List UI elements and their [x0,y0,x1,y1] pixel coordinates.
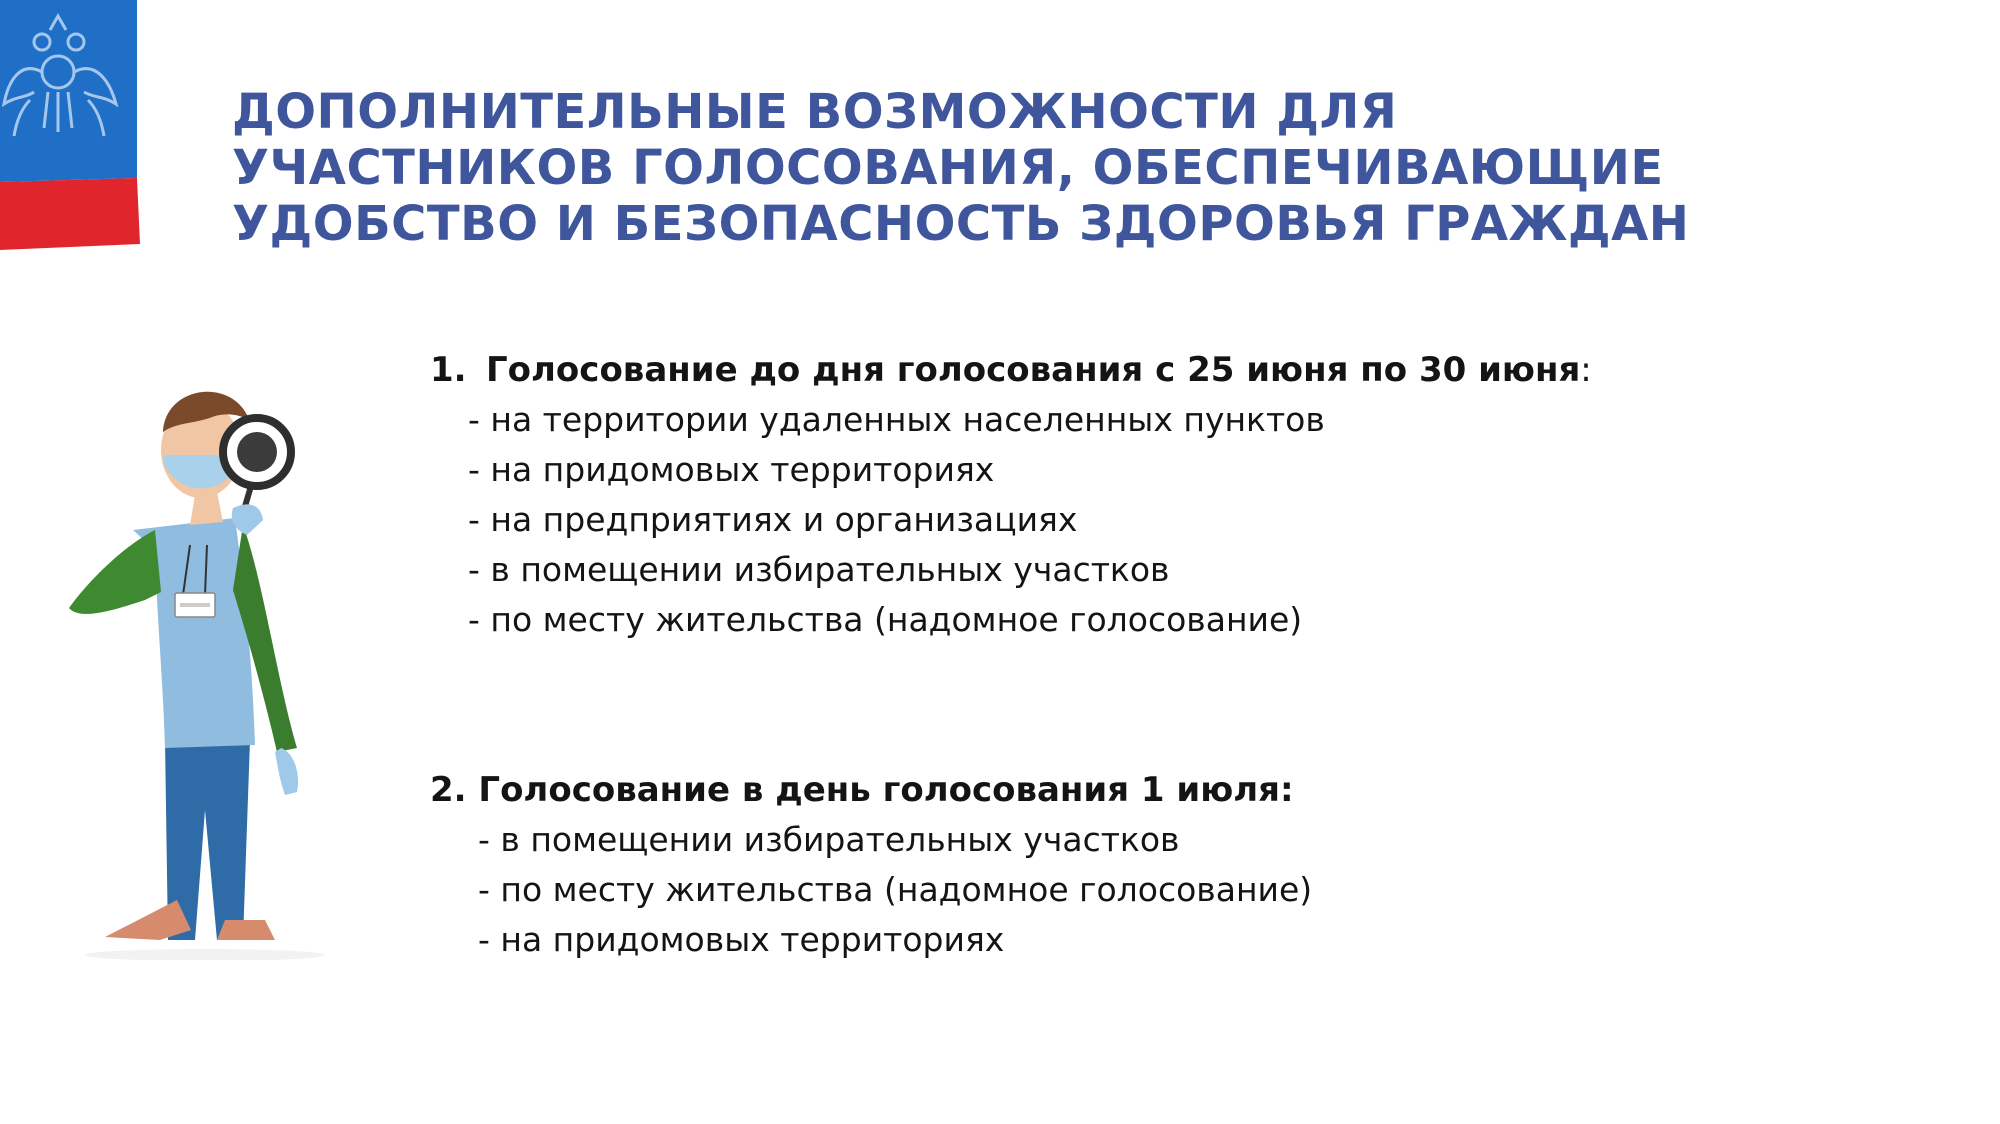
list-item: - по месту жительства (надомное голосование) [468,600,1303,639]
title-line: ДОПОЛНИТЕЛЬНЫЕ ВОЗМОЖНОСТИ ДЛЯ [232,84,1398,140]
title-line: УЧАСТНИКОВ ГОЛОСОВАНИЯ, ОБЕСПЕЧИВАЮЩИЕ [232,140,1664,196]
section-1-list [430,395,1592,645]
content [430,345,1592,965]
flag-emblem-logo [0,0,140,250]
list-item: - по месту жительства (надомное голосование) [478,870,1313,909]
list-item: - на придомовых территориях [468,450,995,489]
section-1 [430,345,1592,645]
page-title [232,84,1689,252]
list-item: - на придомовых территориях [478,920,1005,959]
section-1-colon: : [1580,350,1592,390]
list-item: - в помещении избирательных участков [478,820,1180,859]
section-2-heading: 2. Голосование в день голосования 1 июля: [430,770,1294,810]
person-illustration [65,380,335,960]
section-1-heading [430,345,1592,395]
section-2-list [430,815,1592,965]
section-2 [430,765,1592,965]
title-line: УДОБСТВО И БЕЗОПАСНОСТЬ ЗДОРОВЬЯ ГРАЖДАН [232,196,1690,252]
list-item: - на территории удаленных населенных пунктов [468,400,1325,439]
list-item: - на предприятиях и организациях [468,500,1078,539]
section-1-title: Голосование до дня голосования с 25 июня по 30 июня [486,350,1581,390]
list-item: - в помещении избирательных участков [468,550,1170,589]
section-1-number: 1. [430,350,467,390]
